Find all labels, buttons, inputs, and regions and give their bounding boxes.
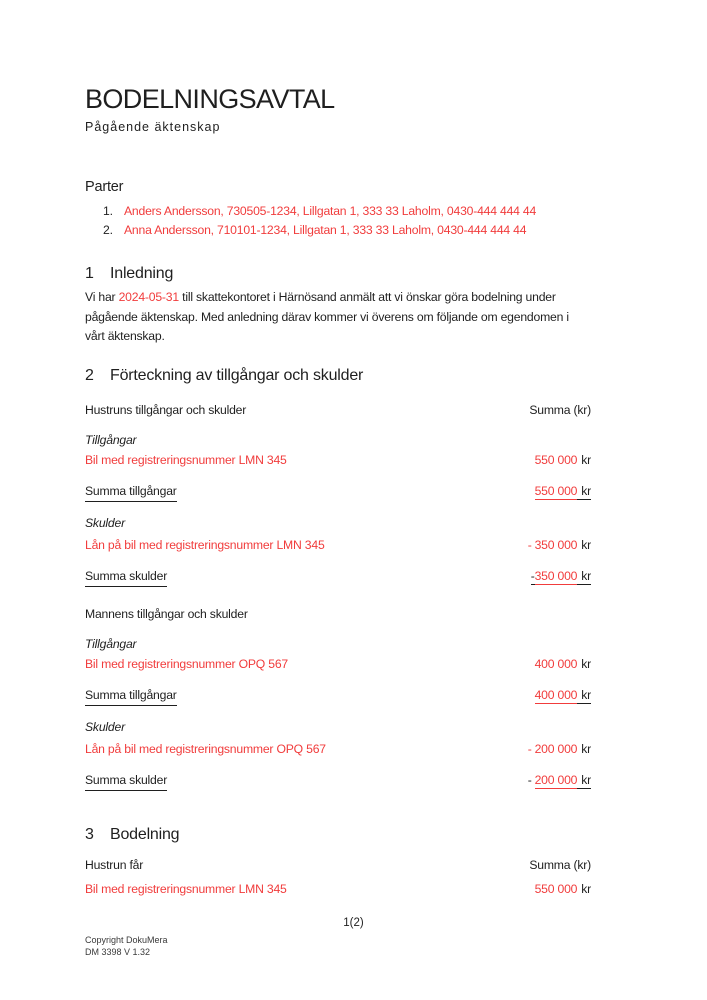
debts-subheading: Skulder <box>85 515 125 530</box>
wife-table-header: Hustruns tillgångar och skulder <box>85 402 247 417</box>
party-details: Anna Andersson, 710101-1234, Lillgatan 1, 333 33 Laholm, 0430-444 444 44 <box>124 222 527 237</box>
husband-table-header: Mannens tillgångar och skulder <box>85 606 248 621</box>
wife-table-header-row <box>85 401 591 419</box>
assets-subheading-row <box>85 431 591 449</box>
copyright-line: Copyright DokuMera <box>85 935 168 945</box>
debt-amount: 350 000 <box>534 537 578 552</box>
party-item <box>85 202 591 221</box>
section-2-number: 2 <box>85 366 94 384</box>
debts-sum-row <box>85 567 591 587</box>
currency-unit: kr <box>581 537 591 552</box>
debt-label: Lån på bil med registreringsnummer LMN 345 <box>85 537 325 552</box>
currency-unit: kr <box>577 569 591 585</box>
paragraph-line <box>85 288 591 308</box>
asset-label: Bil med registreringsnummer LMN 345 <box>85 452 287 467</box>
paragraph-text: Vi har <box>85 290 119 304</box>
section-3-title: Bodelning <box>110 825 180 843</box>
asset-value <box>535 655 591 673</box>
currency-unit: kr <box>577 688 591 704</box>
copyright-notice <box>85 935 168 958</box>
currency-unit: kr <box>581 452 591 467</box>
asset-amount: 400 000 <box>534 656 578 671</box>
debts-subheading-row <box>85 718 591 736</box>
minus-sign: - <box>527 537 532 552</box>
currency-unit: kr <box>581 741 591 756</box>
assets-sum-row <box>85 686 591 706</box>
page-number: 1(2) <box>343 917 364 929</box>
division-amount: 550 000 <box>534 881 578 896</box>
assets-subheading-row <box>85 635 591 653</box>
asset-amount: 550 000 <box>534 452 578 467</box>
debts-subheading: Skulder <box>85 719 125 734</box>
division-label: Bil med registreringsnummer LMN 345 <box>85 881 287 896</box>
section-1-paragraph <box>85 288 591 347</box>
debt-label: Lån på bil med registreringsnummer OPQ 567 <box>85 741 326 756</box>
assets-sum-amount: 550 000 <box>534 483 578 498</box>
document-subtitle: Pågående äktenskap <box>85 120 221 134</box>
party-number: 2. <box>103 222 113 237</box>
document-version: DM 3398 V 1.32 <box>85 946 151 957</box>
debts-sum-label: Summa skulder <box>85 567 167 587</box>
party-details: Anders Andersson, 730505-1234, Lillgatan 1, 333 33 Laholm, 0430-444 444 44 <box>124 204 537 218</box>
asset-label: Bil med registreringsnummer OPQ 567 <box>85 656 288 671</box>
debts-sum-amount: 200 000 <box>534 772 578 787</box>
debts-sum-label: Summa skulder <box>85 771 167 791</box>
section-1-heading <box>85 263 591 284</box>
paragraph-line: vårt äktenskap. <box>85 329 165 343</box>
currency-unit: kr <box>581 656 591 671</box>
sum-column-header: Summa (kr) <box>529 857 591 872</box>
assets-subheading: Tillgångar <box>85 636 137 651</box>
debts-sum-value <box>531 567 591 585</box>
husband-table-header-row <box>85 605 591 623</box>
minus-sign: - <box>527 772 532 787</box>
debts-sum-value <box>528 771 591 789</box>
asset-value <box>535 451 591 469</box>
party-item <box>85 221 591 240</box>
party-number: 1. <box>103 204 113 218</box>
debts-subheading-row <box>85 514 591 532</box>
assets-sum-amount: 400 000 <box>534 687 578 702</box>
parties-list <box>85 202 591 239</box>
minus-sign: - <box>527 741 532 756</box>
section-3-heading <box>85 824 591 845</box>
document-title: BODELNINGSAVTAL <box>85 84 335 114</box>
section-2-title: Förteckning av tillgångar och skulder <box>110 366 364 384</box>
minus-sign: - <box>530 568 535 583</box>
parties-heading: Parter <box>85 179 124 195</box>
debt-row <box>85 536 591 554</box>
debts-sum-amount: 350 000 <box>534 568 578 583</box>
debt-value <box>528 740 591 758</box>
debt-value <box>528 536 591 554</box>
currency-unit: kr <box>577 484 591 500</box>
assets-sum-label: Summa tillgångar <box>85 482 177 502</box>
section-1-number: 1 <box>85 265 94 282</box>
assets-sum-label: Summa tillgångar <box>85 686 177 706</box>
currency-unit: kr <box>577 773 591 789</box>
assets-sum-value <box>535 686 591 704</box>
section-2-heading <box>85 365 591 386</box>
debt-amount: 200 000 <box>534 741 578 756</box>
asset-row <box>85 655 591 673</box>
division-row <box>85 880 591 898</box>
assets-sum-row <box>85 482 591 502</box>
asset-row <box>85 451 591 469</box>
division-value <box>535 880 591 898</box>
division-table-header: Hustrun får <box>85 857 144 872</box>
debt-row <box>85 740 591 758</box>
paragraph-line: pågående äktenskap. Med anledning därav kommer vi överens om följande om egendomen i <box>85 309 569 324</box>
debts-sum-row <box>85 771 591 791</box>
currency-unit: kr <box>581 881 591 896</box>
section-3-number: 3 <box>85 825 94 843</box>
sum-column-header: Summa (kr) <box>529 402 591 417</box>
agreement-date: 2024-05-31 <box>118 290 179 304</box>
section-1-title: Inledning <box>110 265 174 282</box>
assets-subheading: Tillgångar <box>85 432 137 447</box>
division-table-header-row <box>85 856 591 874</box>
assets-sum-value <box>535 482 591 500</box>
paragraph-text: till skattekontoret i Härnösand anmält att vi önskar göra bodelning under <box>178 290 556 304</box>
